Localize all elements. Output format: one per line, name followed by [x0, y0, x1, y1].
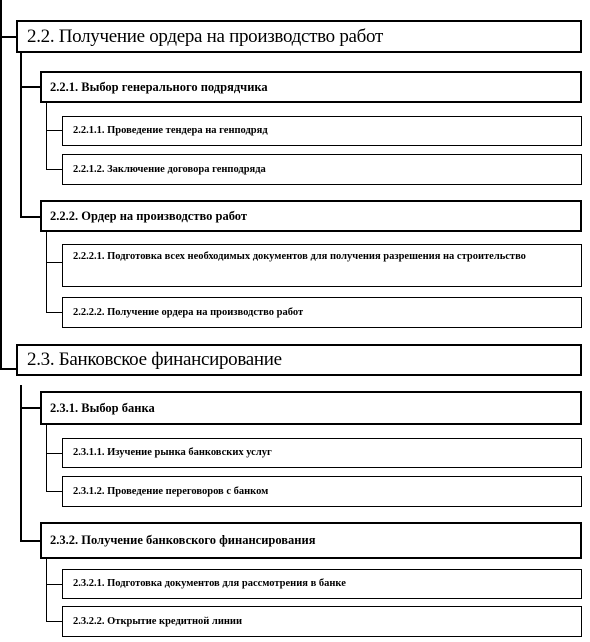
node-2-3-2 [40, 522, 582, 559]
node-2-2-2-2 [62, 297, 582, 328]
branch-2-3-2-1 [46, 584, 62, 585]
node-2-3-2-1-label: 2.3.2.1. Подготовка документов для рассмотрения в банке [73, 578, 346, 589]
node-2-3-2-label: 2.3.2. Получение банковского финансирования [50, 533, 316, 547]
node-2-2-2-2-label: 2.2.2.2. Получение ордера на производство работ [73, 306, 304, 318]
node-2-2-label: 2.2. Получение ордера на производство работ [27, 25, 383, 47]
root-connector [0, 0, 2, 370]
node-2-2-1-1 [62, 116, 582, 146]
branch-2-3-2 [20, 540, 40, 542]
node-2-3-1-2-label: 2.3.1.2. Проведение переговоров с банком [73, 485, 269, 497]
branch-2-3-2-2 [46, 621, 62, 622]
connector-2-3-2 [46, 558, 47, 622]
branch-2-3-1-1 [46, 453, 62, 454]
connector-2-2 [20, 52, 22, 218]
node-2-2-2-1-label: 2.2.2.1. Подготовка всех необходимых документов для получения разрешения на строительство [73, 251, 526, 262]
node-2-3-2-2 [62, 606, 582, 637]
connector-2-2-2 [46, 232, 47, 313]
node-2-2-1-2 [62, 154, 582, 185]
node-2-2-2-1 [62, 244, 582, 287]
branch-2-2-2-1 [46, 262, 62, 263]
node-2-3-1-2 [62, 476, 582, 507]
connector-2-2-1 [46, 102, 47, 170]
node-2-2-1 [40, 71, 582, 103]
node-2-2-2 [40, 200, 582, 232]
branch-2-2-1-2 [46, 169, 62, 170]
node-2-2-1-2-label: 2.2.1.2. Заключение договора генподряда [73, 163, 266, 175]
branch-2-2-1-1 [46, 130, 62, 131]
branch-2-3-1 [20, 407, 40, 409]
branch-2-3-1-2 [46, 491, 62, 492]
node-2-3-label: 2.3. Банковское финансирование [27, 349, 282, 370]
root-branch-2-2 [0, 36, 16, 38]
node-2-3-2-2-label: 2.3.2.2. Открытие кредитной линии [73, 615, 243, 627]
branch-2-2-2 [20, 216, 40, 218]
node-2-2-2-label: 2.2.2. Ордер на производство работ [50, 208, 248, 223]
node-2-3-1 [40, 391, 582, 425]
node-2-3 [16, 344, 582, 376]
node-2-2 [16, 20, 582, 53]
branch-2-2-1 [20, 86, 40, 88]
node-2-3-1-1-label: 2.3.1.1. Изучение рынка банковских услуг [73, 447, 272, 458]
branch-2-2-2-2 [46, 312, 62, 313]
node-2-3-2-1 [62, 569, 582, 599]
node-2-3-1-1 [62, 438, 582, 468]
node-2-3-1-label: 2.3.1. Выбор банка [50, 400, 155, 415]
root-branch-2-3 [0, 368, 16, 370]
node-2-2-1-1-label: 2.2.1.1. Проведение тендера на генподряд [73, 125, 268, 136]
node-2-2-1-label: 2.2.1. Выбор генерального подрядчика [50, 79, 268, 94]
connector-2-3-1 [46, 425, 47, 492]
